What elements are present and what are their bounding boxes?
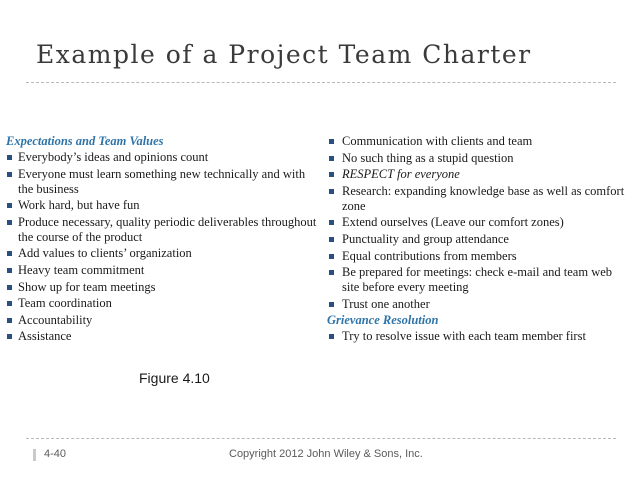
list-item: Everyone must learn something new technically and with the business: [6, 167, 318, 197]
list-item: Work hard, but have fun: [6, 198, 318, 213]
list-item: Extend ourselves (Leave our comfort zones): [327, 215, 627, 230]
square-bullet-icon: [7, 155, 12, 160]
square-bullet-icon: [7, 172, 12, 177]
square-bullet-icon: [329, 156, 334, 161]
square-bullet-icon: [329, 189, 334, 194]
list-item: Heavy team commitment: [6, 263, 318, 278]
list-item: RESPECT for everyone: [327, 167, 627, 182]
title-divider: [26, 82, 616, 83]
list-item: Communication with clients and team: [327, 134, 627, 149]
list-item: Produce necessary, quality periodic deliverables throughout the course of the product: [6, 215, 318, 245]
expectations-column: [6, 134, 318, 346]
list-item: Trust one another: [327, 297, 627, 312]
square-bullet-icon: [7, 318, 12, 323]
list-item: Equal contributions from members: [327, 249, 627, 264]
copyright-notice: Copyright 2012 John Wiley & Sons, Inc.: [229, 448, 423, 460]
square-bullet-icon: [329, 334, 334, 339]
square-bullet-icon: [329, 172, 334, 177]
square-bullet-icon: [7, 220, 12, 225]
list-item: Punctuality and group attendance: [327, 232, 627, 247]
expectations-heading: Expectations and Team Values: [6, 134, 164, 148]
grievance-heading: Grievance Resolution: [327, 313, 439, 328]
slide-title: Example of a Project Team Charter: [36, 40, 532, 69]
list-item: Team coordination: [6, 296, 318, 311]
square-bullet-icon: [7, 285, 12, 290]
square-bullet-icon: [329, 220, 334, 225]
footer-divider: [26, 438, 616, 439]
list-item: Try to resolve issue with each team member first: [327, 329, 627, 344]
page-number: 4-40: [44, 448, 67, 460]
square-bullet-icon: [7, 268, 12, 273]
list-item: Show up for team meetings: [6, 280, 318, 295]
list-item: Everybody’s ideas and opinions count: [6, 150, 318, 165]
square-bullet-icon: [329, 237, 334, 242]
square-bullet-icon: [329, 254, 334, 259]
list-item: No such thing as a stupid question: [327, 151, 627, 166]
list-item: Assistance: [6, 329, 318, 344]
expectations-list: [6, 150, 318, 344]
figure-caption: Figure 4.10: [139, 370, 210, 386]
list-item: Research: expanding knowledge base as well as comfort zone: [327, 184, 627, 214]
square-bullet-icon: [329, 302, 334, 307]
square-bullet-icon: [329, 139, 334, 144]
square-bullet-icon: [7, 203, 12, 208]
values-list: [327, 134, 627, 312]
values-column: [327, 134, 627, 346]
square-bullet-icon: [7, 301, 12, 306]
list-item: Be prepared for meetings: check e-mail and team web site before every meeting: [327, 265, 627, 295]
square-bullet-icon: [7, 334, 12, 339]
list-item: Accountability: [6, 313, 318, 328]
square-bullet-icon: [329, 270, 334, 275]
grievance-list: [327, 329, 627, 344]
footer-marker: [33, 449, 36, 461]
list-item: Add values to clients’ organization: [6, 246, 318, 261]
square-bullet-icon: [7, 251, 12, 256]
